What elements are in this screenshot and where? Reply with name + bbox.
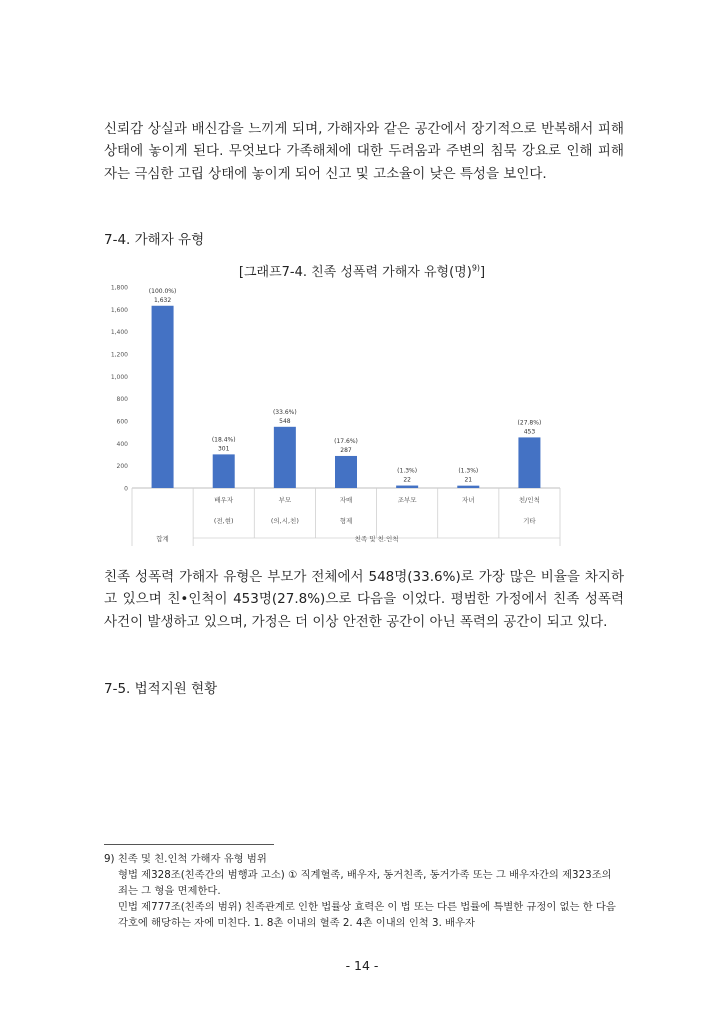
y-tick-label: 1,000 [110, 373, 128, 381]
bar-percent-label: (33.6%) [272, 408, 297, 416]
y-tick-label: 400 [116, 440, 128, 448]
footnote [104, 851, 624, 931]
footnote-divider [104, 844, 274, 845]
bar-value-label: 301 [217, 445, 230, 453]
bar-percent-label: (18.4%) [211, 436, 236, 444]
category-label: 자녀 [462, 496, 475, 504]
analysis-paragraph: 친족 성폭력 가해자 유형은 부모가 전체에서 548명(33.6%)로 가장 많은 비율을 차지하고 있으며 친•인척이 453명(27.8%)으로 다음을 이었다. 평범한 가정에서 친족 성폭력 사건이 발생하고 있으며, 가정은 더 이상 안전한 공간이 아닌 폭력의 공간이 되고 있다. [104, 569, 624, 630]
y-tick-label: 800 [116, 396, 128, 404]
bar [274, 427, 296, 488]
y-tick-label: 1,400 [110, 329, 128, 337]
bar-value-label: 22 [403, 476, 411, 484]
y-tick-label: 1,800 [110, 284, 128, 292]
chart-title-text: [그래프7-4. 친족 성폭력 가해자 유형(명) [238, 265, 472, 280]
intro-paragraph: 신뢰감 상실과 배신감을 느끼게 되며, 가해자와 같은 공간에서 장기적으로 반복해서 피해 상태에 놓이게 된다. 무엇보다 가족해체에 대한 두려움과 주변의 침묵 강요로 인해 피해자는 극심한 고립 상태에 놓이게 되어 신고 및 고소율이 낮은 특성을 보인다. [104, 121, 624, 182]
bar [152, 306, 174, 488]
category-label: 친/인척 [518, 496, 540, 504]
y-tick-label: 600 [116, 418, 128, 426]
bar-value-label: 21 [464, 476, 473, 484]
bar-value-label: 1,632 [153, 296, 172, 304]
section-heading-7-5: 7-5. 법적지원 현황 [104, 681, 218, 697]
section-heading-7-4: 7-4. 가해자 유형 [104, 232, 205, 248]
bar-chart [104, 278, 604, 553]
y-tick-label: 1,600 [110, 306, 128, 314]
category-label: 조부모 [397, 496, 417, 504]
footnote-civil-law: 민법 제777조(친족의 범위) 친족관계로 인한 법률상 효력은 이 법 또는 다른 법률에 특별한 규정이 없는 한 다음 각호에 해당하는 자에 미친다. 1. 8촌 이내의 혈족 2. 4촌 이내의 인척 3. 배우자 [118, 901, 616, 929]
category-label-line2: (의,시,친) [270, 517, 299, 525]
page-number: - 14 - [345, 958, 379, 973]
category-label: 부모 [278, 496, 292, 504]
footnote-criminal-law: 형법 제328조(친족간의 범행과 고소) ① 직계혈족, 배우자, 동거친족, 동거가족 또는 그 배우자간의 제323조의 죄는 그 형을 면제한다. [118, 869, 612, 897]
bar-percent-label: (1.3%) [397, 467, 418, 475]
y-tick-label: 0 [124, 485, 128, 493]
bar [457, 486, 479, 488]
bar [213, 454, 235, 488]
category-label: 배우자 [214, 496, 234, 504]
group-label: 친족 및 친.인척 [354, 535, 399, 543]
category-label: 자매 [339, 496, 353, 504]
bar-percent-label: (100.0%) [148, 287, 177, 295]
chart-title: [그래프7-4. 친족 성폭력 가해자 유형(명)$^{9)}$] [238, 263, 486, 280]
bar-percent-label: (17.6%) [334, 437, 358, 445]
bar-percent-label: (1.3%) [458, 467, 479, 475]
footnote-title: 9) 친족 및 친.인척 가해자 유형 범위 [104, 853, 267, 865]
category-label: 합계 [156, 535, 169, 543]
category-label-line2: (전,현) [213, 517, 234, 525]
y-tick-label: 200 [116, 463, 128, 471]
bar [518, 437, 540, 488]
bar-value-label: 548 [279, 417, 291, 425]
bar-value-label: 453 [523, 428, 536, 436]
y-tick-label: 1,200 [110, 351, 128, 359]
bar [335, 456, 357, 488]
category-label-line2: 형제 [339, 517, 353, 525]
chart-title-footnote-ref: 9) [471, 263, 481, 273]
bar-value-label: 287 [340, 446, 352, 454]
bar-percent-label: (27.8%) [517, 419, 542, 427]
category-label-line2: 기타 [523, 517, 536, 525]
bar [396, 486, 418, 488]
